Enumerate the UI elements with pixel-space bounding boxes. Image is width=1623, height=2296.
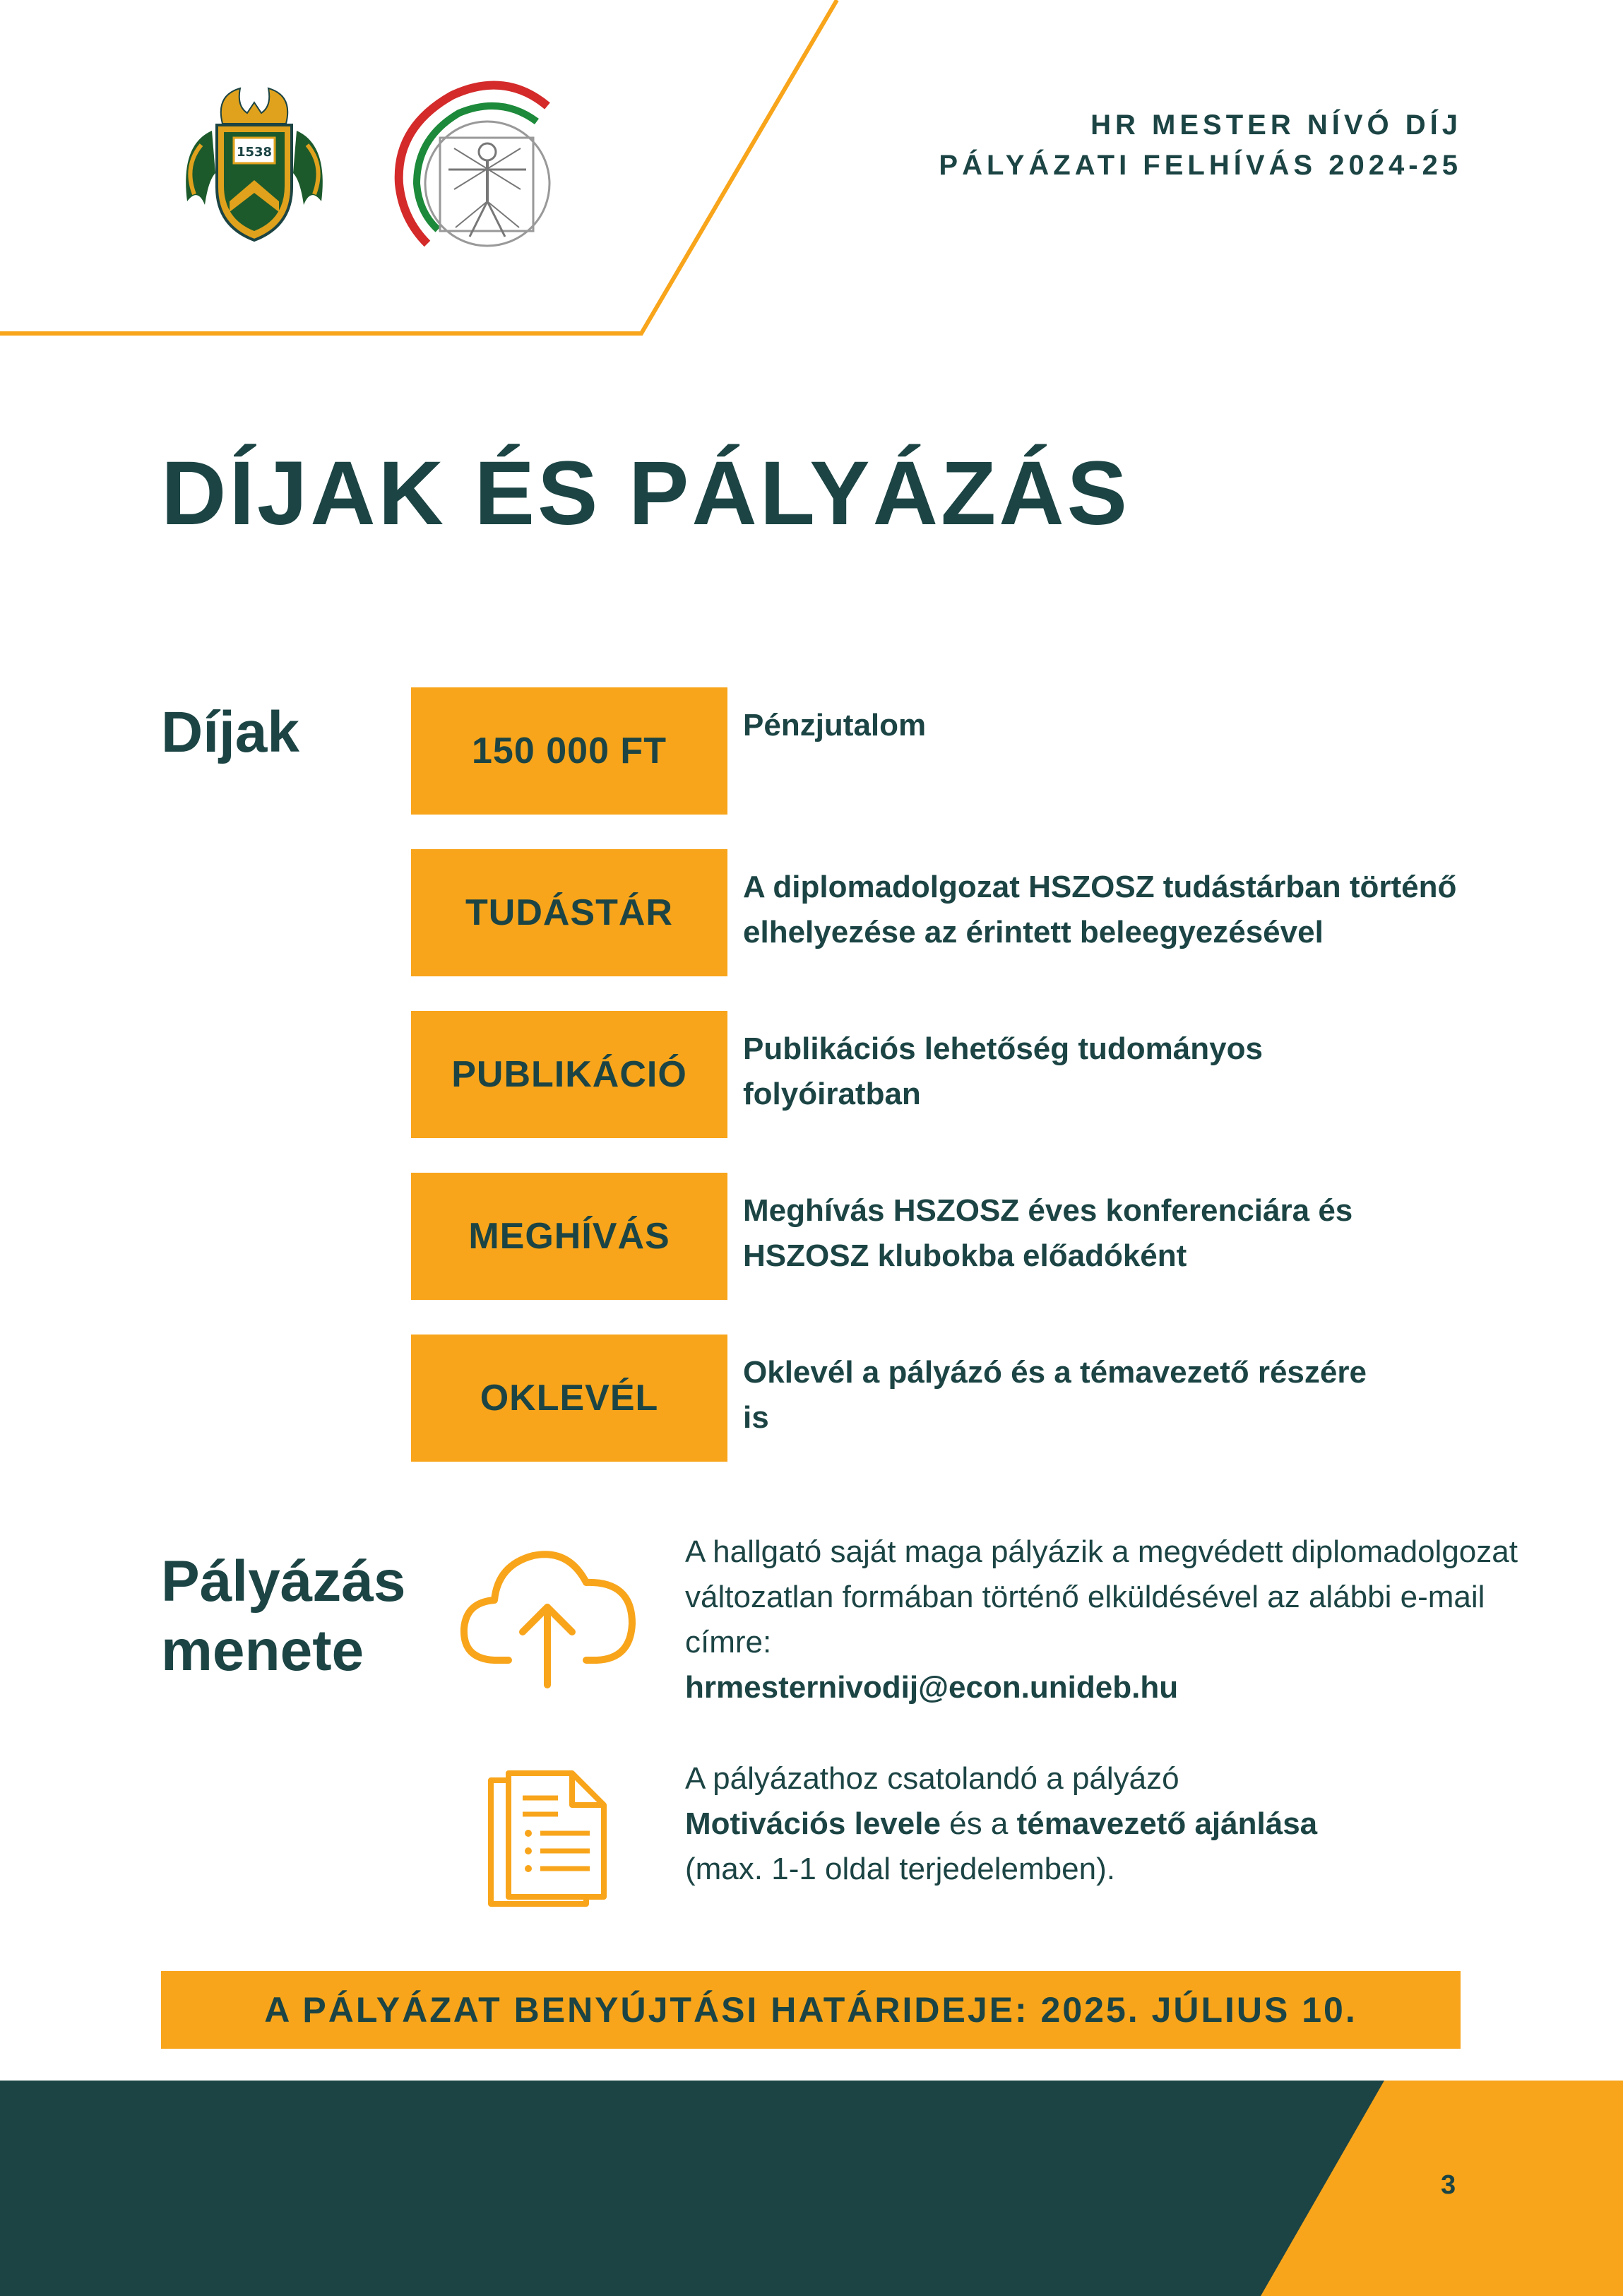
application-email[interactable]: hrmesternivodij@econ.unideb.hu — [685, 1670, 1179, 1705]
deadline-banner: A PÁLYÁZAT BENYÚJTÁSI HATÁRIDEJE: 2025. JÚLIUS 10. — [161, 1971, 1461, 2049]
page-number: 3 — [1441, 2170, 1456, 2200]
page-title: DÍJAK ÉS PÁLYÁZÁS — [161, 443, 1130, 544]
prizes-heading: Díjak — [161, 700, 299, 764]
process-step2-intro: A pályázathoz csatolandó a pályázó — [685, 1761, 1179, 1796]
process-heading — [161, 1547, 406, 1686]
header-title-line1: HR MESTER NÍVÓ DÍJ — [1090, 110, 1462, 141]
prize-description-certificate: Oklevél a pályázó és a témavezető részére is — [743, 1355, 1367, 1435]
process-step1-text — [685, 1529, 1518, 1710]
prize-description-publication: Publikációs lehetőség tudományos folyóiratban — [743, 1031, 1263, 1111]
prize-badge-certificate: OKLEVÉL — [411, 1335, 727, 1462]
supervisor-recommendation-label: témavezető ajánlása — [1016, 1806, 1318, 1841]
prize-description-invitation: Meghívás HSZOSZ éves konferenciára és HSZOSZ klubokba előadóként — [743, 1193, 1353, 1273]
prize-description-money: Pénzjutalom — [743, 708, 927, 742]
process-step2-limit: (max. 1-1 oldal terjedelemben). — [685, 1852, 1115, 1886]
prize-badge-knowledge-base: TUDÁSTÁR — [411, 849, 727, 976]
footer-band — [0, 2081, 1623, 2296]
prize-badge-money: 150 000 FT — [411, 687, 727, 815]
document-icon — [480, 1759, 614, 1907]
prize-badge-invitation: MEGHÍVÁS — [411, 1173, 727, 1300]
motivation-letter-label: Motivációs levele — [685, 1806, 941, 1841]
process-heading-line2: menete — [161, 1619, 364, 1683]
process-heading-line1: Pályázás — [161, 1549, 406, 1614]
university-crest-logo — [173, 81, 335, 251]
process-step1-body: A hallgató saját maga pályázik a megvédett diplomadolgozat változatlan formában történő elküldésével az alábbi e-mail címre: — [685, 1534, 1518, 1659]
cloud-upload-icon — [456, 1540, 639, 1688]
prize-badge-publication: PUBLIKÁCIÓ — [411, 1011, 727, 1138]
header-title-line2: PÁLYÁZATI FELHÍVÁS 2024-25 — [939, 150, 1462, 181]
process-step2-text — [685, 1756, 1518, 1892]
hr-mester-logo — [385, 78, 554, 254]
process-step2-connector: és a — [940, 1806, 1017, 1841]
prize-description-knowledge-base: A diplomadolgozat HSZOSZ tudástárban történő elhelyezése az érintett beleegyezésével — [743, 870, 1457, 949]
crest-year-text: 1538 — [236, 145, 273, 160]
